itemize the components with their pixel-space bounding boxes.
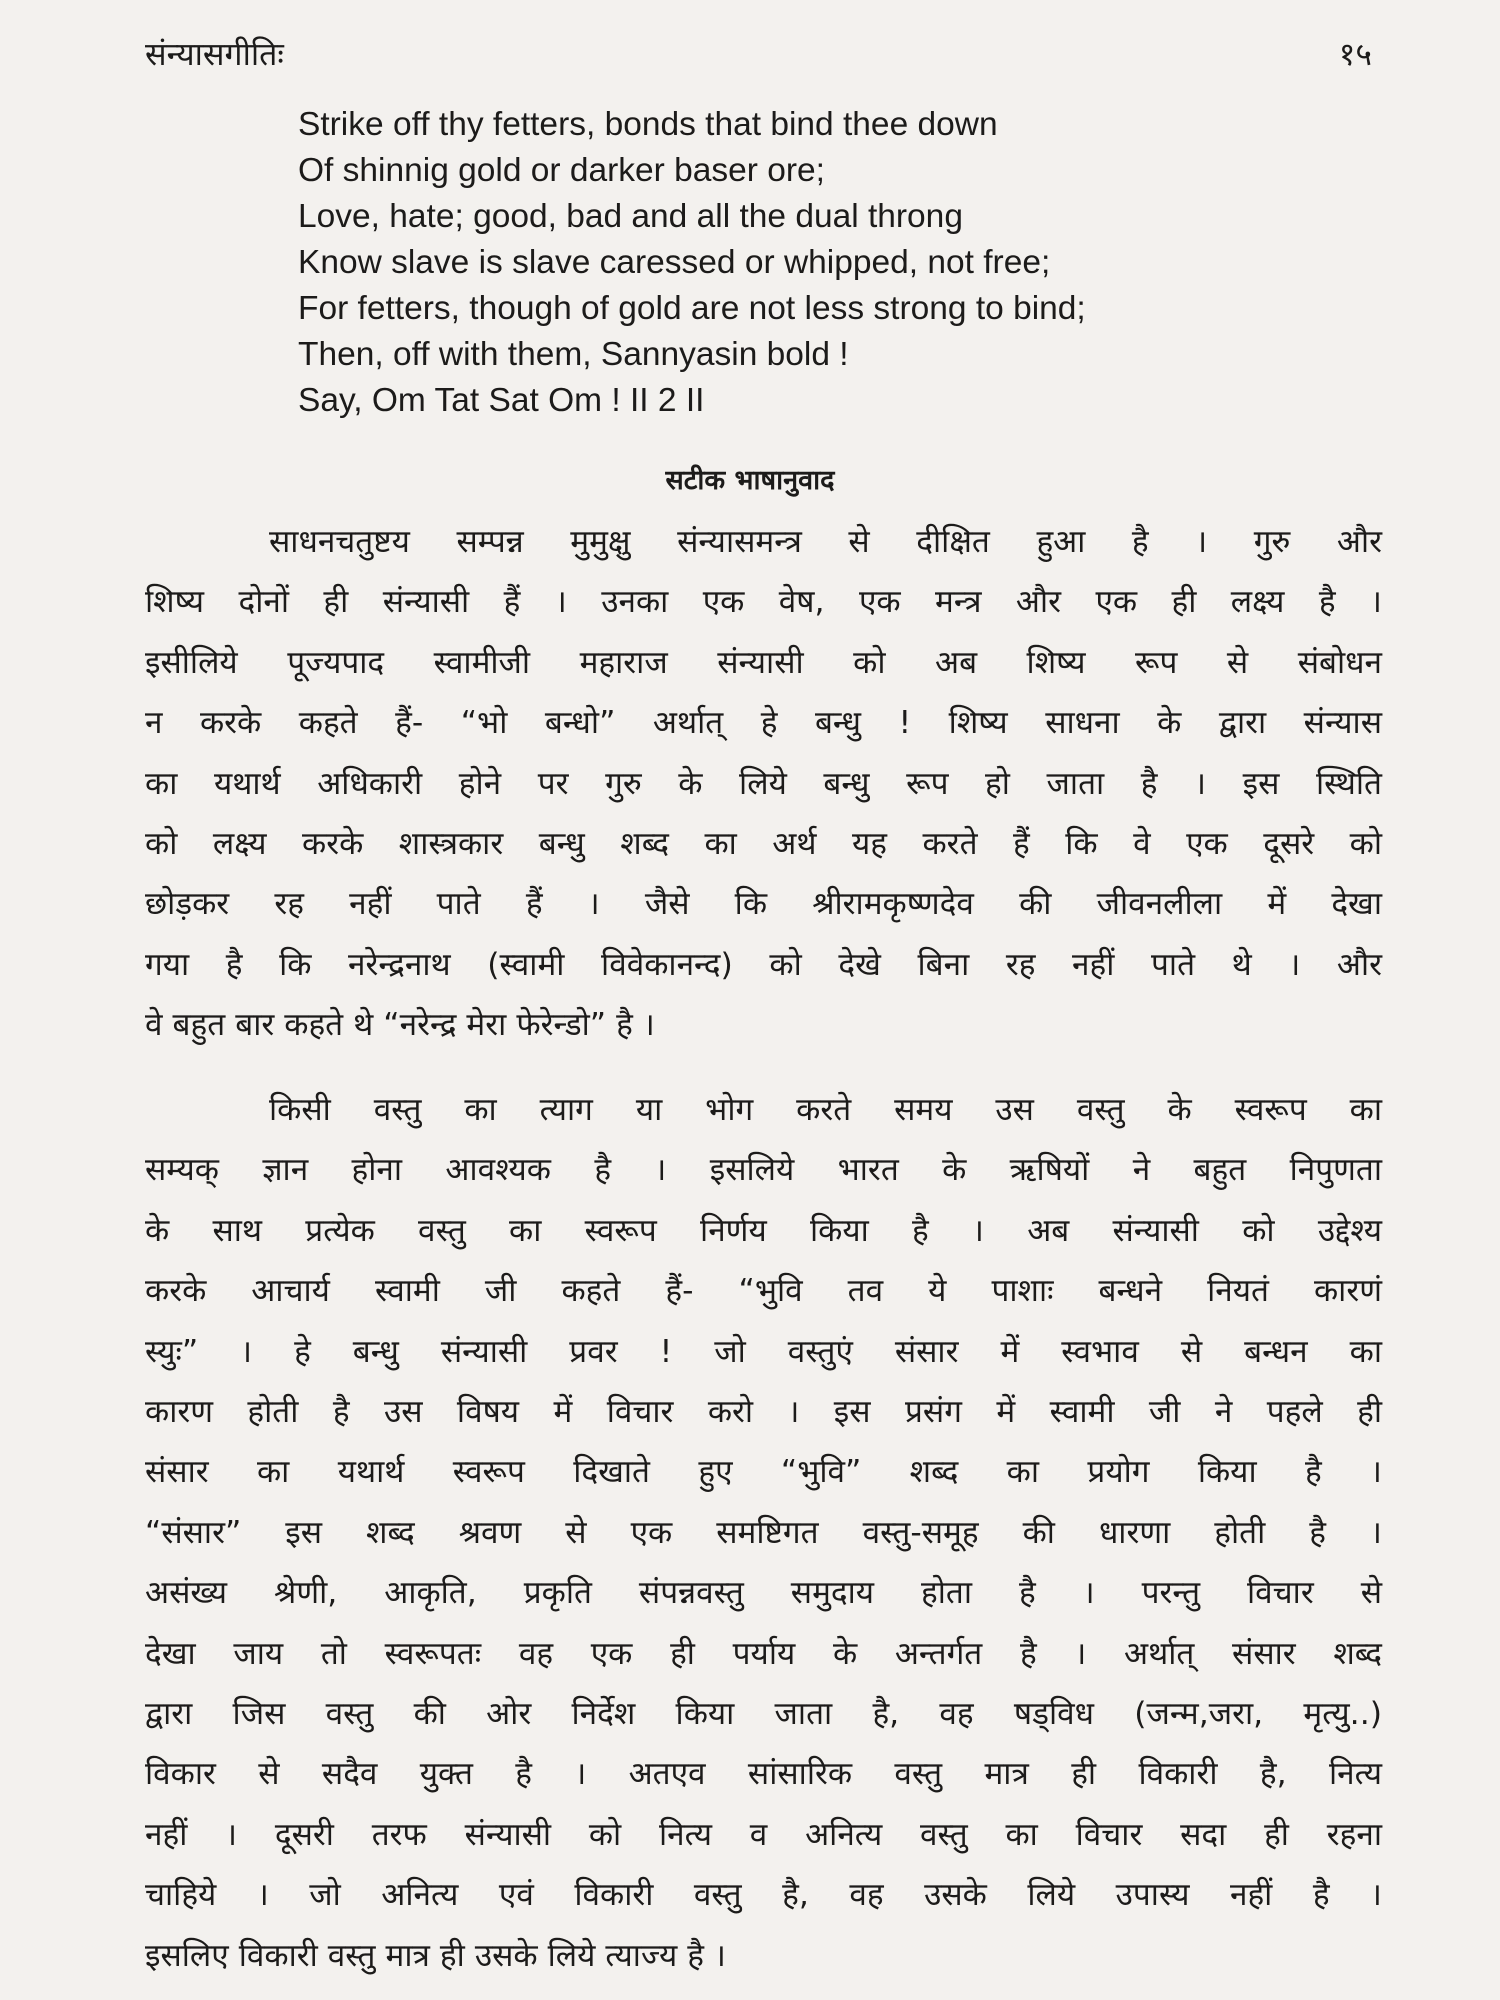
- text-line: नहीं । दूसरी तरफ संन्यासी को नित्य व अनित्य वस्तु का विचार सदा ही रहना: [145, 1816, 1382, 1853]
- verse-line: Love, hate; good, bad and all the dual throng: [298, 198, 963, 235]
- text-line: गया है कि नरेन्द्रनाथ (स्वामी विवेकानन्द) को देखे बिना रह नहीं पाते थे । और: [145, 946, 1382, 983]
- verse-line: Know slave is slave caressed or whipped, not free;: [298, 244, 1051, 281]
- text-line: न करके कहते हैं- “भो बन्धो” अर्थात् हे बन्धु ! शिष्य साधना के द्वारा संन्यास: [145, 705, 1382, 742]
- text-line: स्युः” । हे बन्धु संन्यासी प्रवर ! जो वस्तुएं संसार में स्वभाव से बन्धन का: [145, 1333, 1382, 1370]
- text-line: देखा जाय तो स्वरूपतः वह एक ही पर्याय के अन्तर्गत है । अर्थात् संसार शब्द: [145, 1635, 1382, 1672]
- text-line: द्वारा जिस वस्तु की ओर निर्देश किया जाता है, वह षड्विध (जन्म,जरा, मृत्यु..): [145, 1696, 1382, 1733]
- chapter-title: संन्यासगीतिः: [145, 35, 284, 73]
- text-line: का यथार्थ अधिकारी होने पर गुरु के लिये बन्धु रूप हो जाता है । इस स्थिति: [145, 765, 1382, 802]
- running-header: [145, 32, 1372, 75]
- text-line: शिष्य दोनों ही संन्यासी हैं । उनका एक वेष, एक मन्त्र और एक ही लक्ष्य है ।: [145, 584, 1382, 621]
- paragraph: [145, 512, 1382, 1056]
- text-line: सम्यक् ज्ञान होना आवश्यक है । इसलिये भारत के ऋषियों ने बहुत निपुणता: [145, 1152, 1382, 1189]
- text-line: असंख्य श्रेणी, आकृति, प्रकृति संपन्नवस्तु समुदाय होता है । परन्तु विचार से: [145, 1575, 1382, 1612]
- text-line: वे बहुत बार कहते थे “नरेन्द्र मेरा फेरेन्डो” है ।: [145, 1007, 655, 1044]
- text-line: के साथ प्रत्येक वस्तु का स्वरूप निर्णय किया है । अब संन्यासी को उद्देश्य: [145, 1212, 1382, 1249]
- text-line: करके आचार्य स्वामी जी कहते हैं- “भुवि तव ये पाशाः बन्धने नियतं कारणं: [145, 1273, 1382, 1310]
- verse-line: Then, off with them, Sannyasin bold !: [298, 336, 849, 373]
- text-line: छोड़कर रह नहीं पाते हैं । जैसे कि श्रीरामकृष्णदेव की जीवनलीला में देखा: [145, 886, 1382, 923]
- text-line: साधनचतुष्टय सम्पन्न मुमुक्षु संन्यासमन्त्र से दीक्षित हुआ है । गुरु और: [269, 524, 1382, 560]
- text-line: इसीलिये पूज्यपाद स्वामीजी महाराज संन्यासी को अब शिष्य रूप से संबोधन: [145, 644, 1382, 681]
- text-line: किसी वस्तु का त्याग या भोग करते समय उस वस्तु के स्वरूप का: [269, 1092, 1382, 1128]
- text-line: “संसार” इस शब्द श्रवण से एक समष्टिगत वस्तु-समूह की धारणा होती है ।: [145, 1514, 1382, 1551]
- text-line: संसार का यथार्थ स्वरूप दिखाते हुए “भुवि” शब्द का प्रयोग किया है ।: [145, 1454, 1382, 1491]
- text-line: विकार से सदैव युक्त है । अतएव सांसारिक वस्तु मात्र ही विकारी है, नित्य: [145, 1756, 1382, 1793]
- text-line: कारण होती है उस विषय में विचार करो । इस प्रसंग में स्वामी जी ने पहले ही: [145, 1394, 1382, 1431]
- text-line: को लक्ष्य करके शास्त्रकार बन्धु शब्द का अर्थ यह करते हैं कि वे एक दूसरे को: [145, 826, 1382, 863]
- verse-line: Strike off thy fetters, bonds that bind thee down: [298, 106, 998, 143]
- english-verse: [298, 102, 1358, 424]
- text-line: चाहिये । जो अनित्य एवं विकारी वस्तु है, वह उसके लिये उपास्य नहीं है ।: [145, 1877, 1382, 1914]
- verse-line: Of shinnig gold or darker baser ore;: [298, 152, 825, 189]
- verse-line: Say, Om Tat Sat Om ! II 2 II: [298, 382, 705, 419]
- text-line: इसलिए विकारी वस्तु मात्र ही उसके लिये त्याज्य है ।: [145, 1937, 726, 1974]
- paragraph: [145, 1080, 1382, 1986]
- page-number: १५: [1338, 35, 1372, 73]
- section-heading: सटीक भाषानुवाद: [665, 465, 835, 496]
- verse-line: For fetters, though of gold are not less strong to bind;: [298, 290, 1086, 327]
